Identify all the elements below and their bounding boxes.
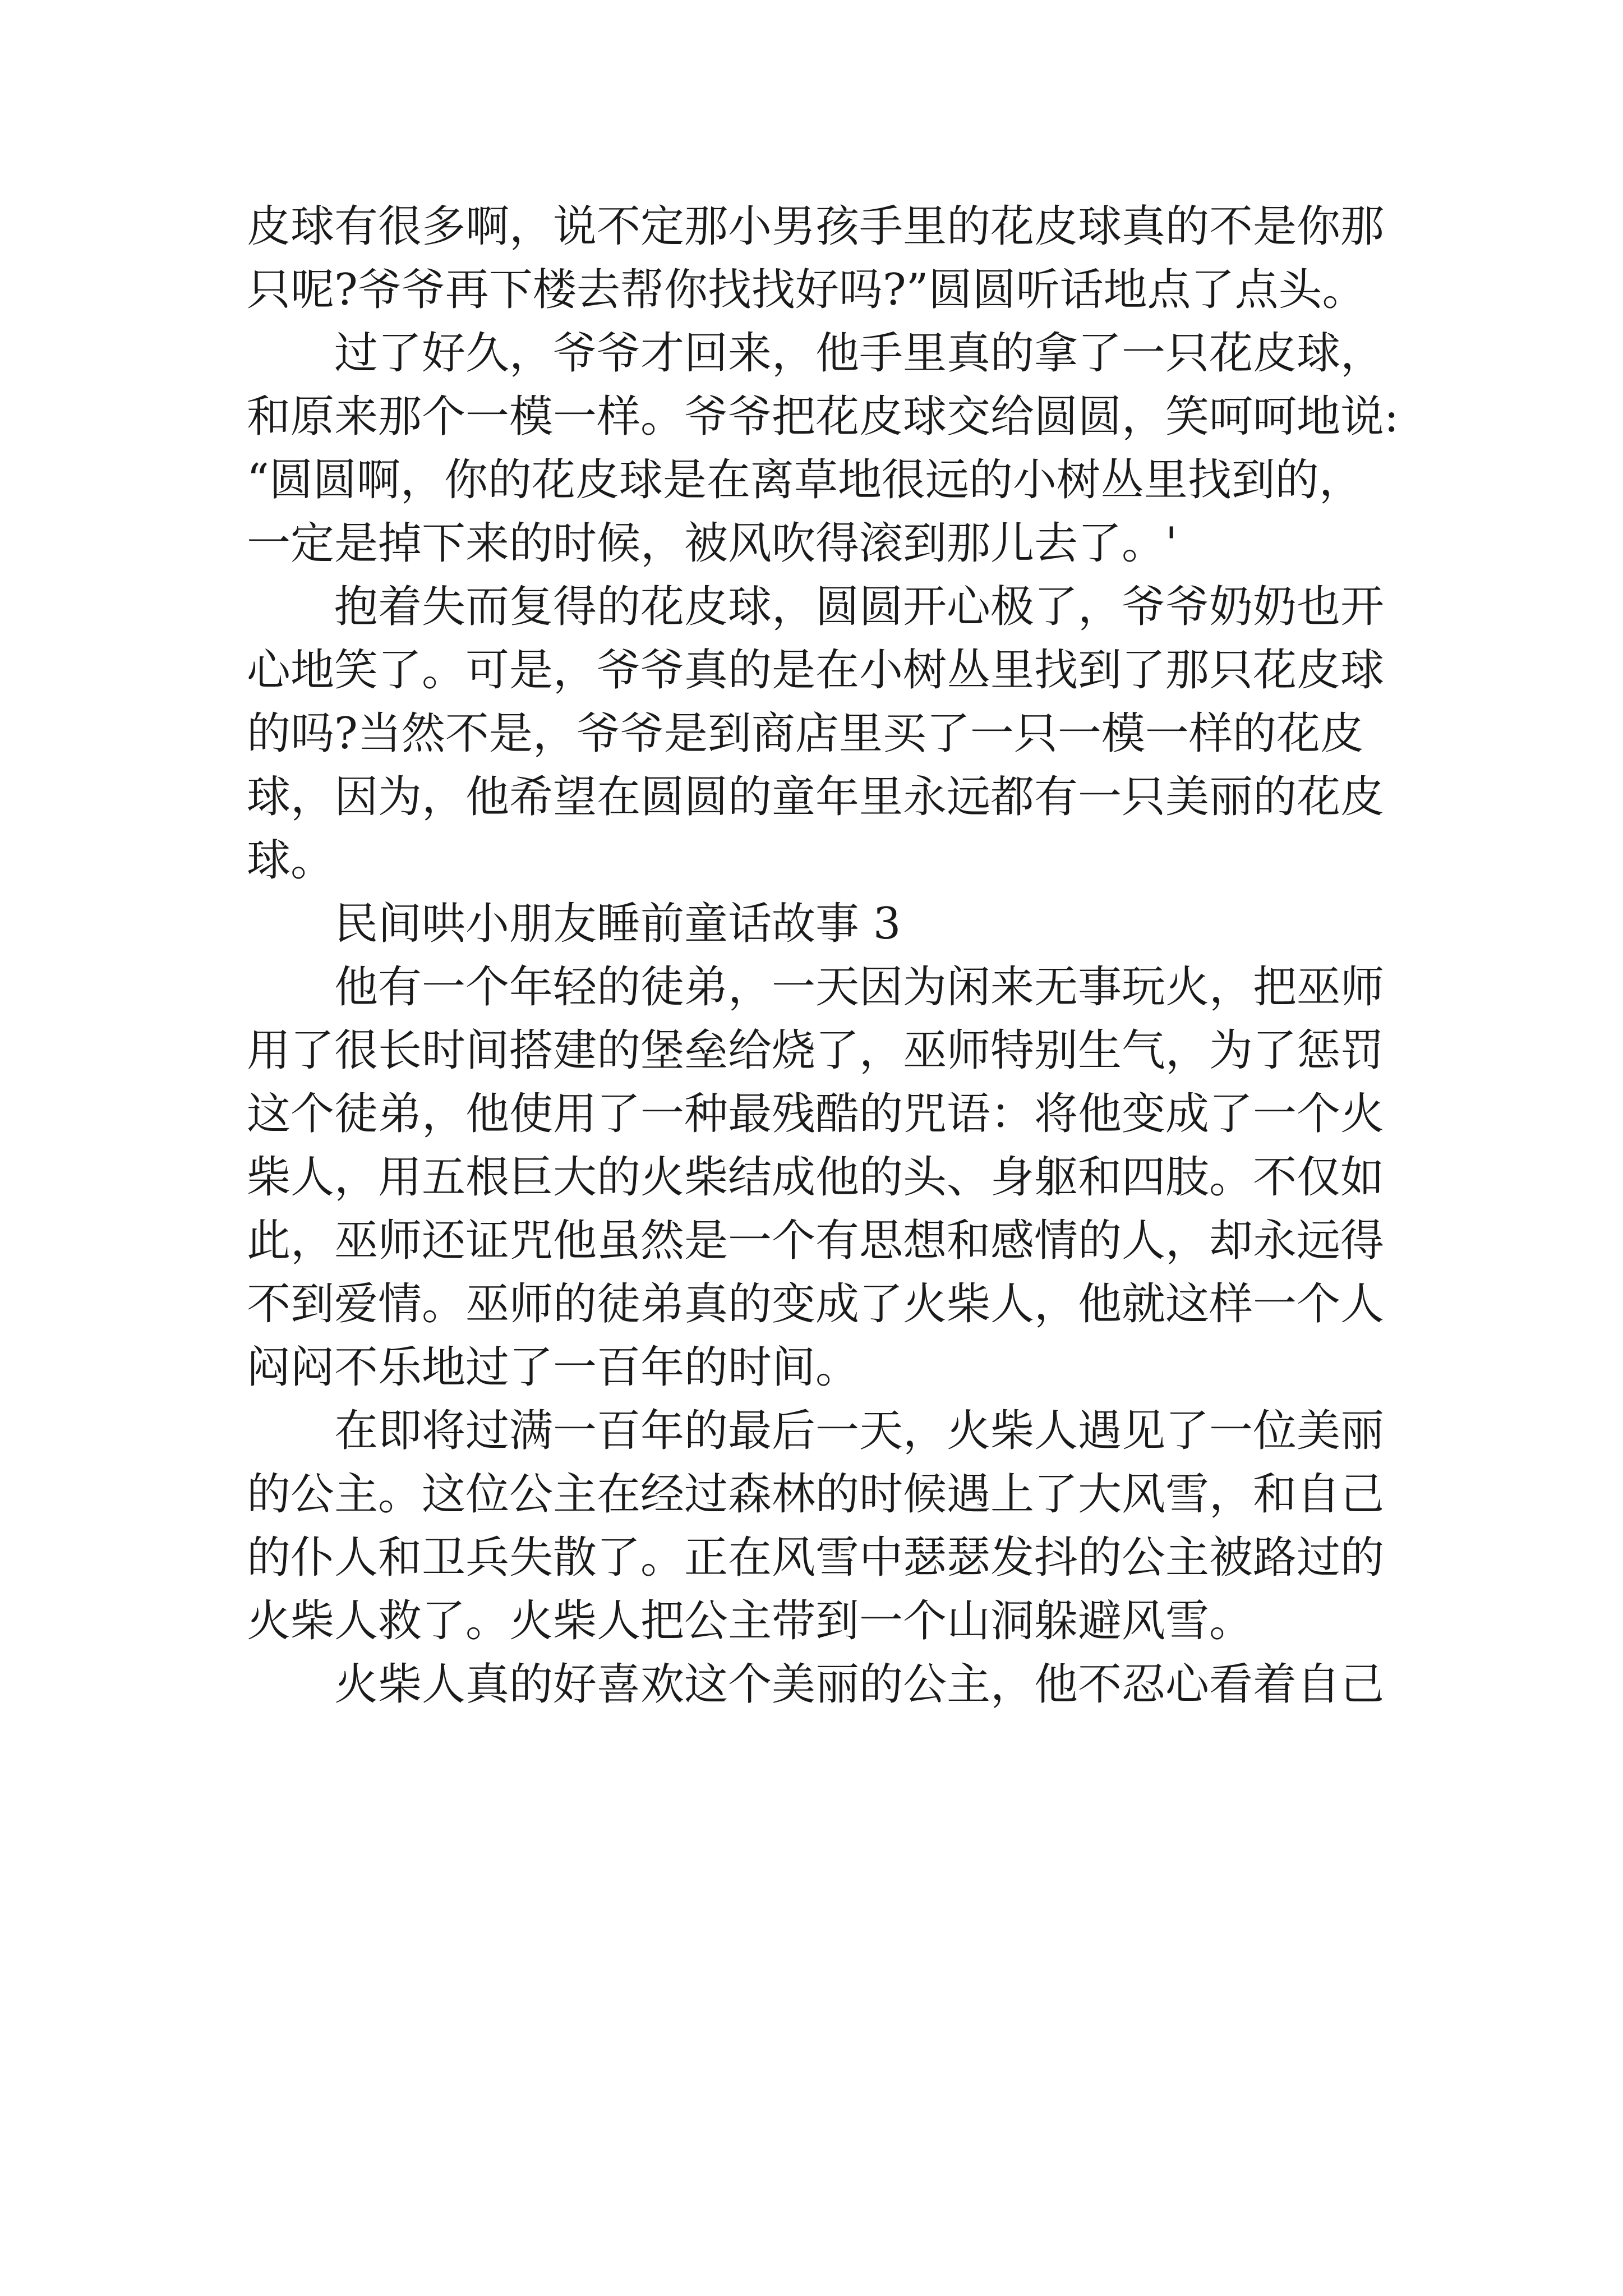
text-line: 柴人，用五根巨大的火柴结成他的头、身躯和四肢。不仅如 <box>247 1152 1385 1203</box>
text-line: 不到爱情。巫师的徒弟真的变成了火柴人，他就这样一个人 <box>247 1279 1385 1329</box>
text-line: 皮球有很多啊，说不定那小男孩手里的花皮球真的不是你那 <box>247 201 1385 252</box>
text-line: 的吗?当然不是，爷爷是到商店里买了一只一模一样的花皮 <box>247 708 1364 759</box>
text-line: 此，巫师还证咒他虽然是一个有思想和感情的人，却永远得 <box>247 1216 1385 1266</box>
document-body <box>247 195 1399 1717</box>
text-line: 火柴人救了。火柴人把公主带到一个山洞躲避风雪。 <box>247 1596 1253 1646</box>
text-line: 只呢?爷爷再下楼去帮你找找好吗?”圆圆听话地点了点头。 <box>247 265 1366 315</box>
text-line: 和原来那个一模一样。爷爷把花皮球交给圆圆，笑呵呵地说: <box>247 392 1399 442</box>
text-line: 抱着失而复得的花皮球，圆圆开心极了，爷爷奶奶也开 <box>334 582 1385 632</box>
text-line: 民间哄小朋友睡前童话故事 3 <box>334 899 901 949</box>
text-line: 用了很长时间搭建的堡垒给烧了，巫师特别生气，为了惩罚 <box>247 1025 1385 1076</box>
text-line: 心地笑了。可是，爷爷真的是在小树丛里找到了那只花皮球 <box>247 645 1385 696</box>
text-line: 闷闷不乐地过了一百年的时间。 <box>247 1342 860 1393</box>
text-line: 的仆人和卫兵失散了。正在风雪中瑟瑟发抖的公主被路过的 <box>247 1533 1385 1583</box>
text-line: 球，因为，他希望在圆圆的童年里永远都有一只美丽的花皮 <box>247 772 1385 822</box>
text-line: 他有一个年轻的徒弟，一天因为闲来无事玩火，把巫师 <box>334 962 1385 1013</box>
text-line: 球。 <box>247 835 335 886</box>
text-line: 一定是掉下来的时候，被风吹得滚到那儿去了。' <box>247 518 1178 569</box>
text-line: 过了好久，爷爷才回来，他手里真的拿了一只花皮球， <box>334 328 1385 379</box>
text-line: “圆圆啊，你的花皮球是在离草地很远的小树丛里找到的， <box>247 455 1363 505</box>
text-line: 火柴人真的好喜欢这个美丽的公主，他不忍心看着自己 <box>334 1659 1385 1710</box>
text-line: 这个徒弟，他使用了一种最残酷的咒语：将他变成了一个火 <box>247 1089 1385 1139</box>
text-line: 的公主。这位公主在经过森林的时候遇上了大风雪，和自己 <box>247 1469 1385 1520</box>
text-line: 在即将过满一百年的最后一天，火柴人遇见了一位美丽 <box>334 1406 1385 1456</box>
